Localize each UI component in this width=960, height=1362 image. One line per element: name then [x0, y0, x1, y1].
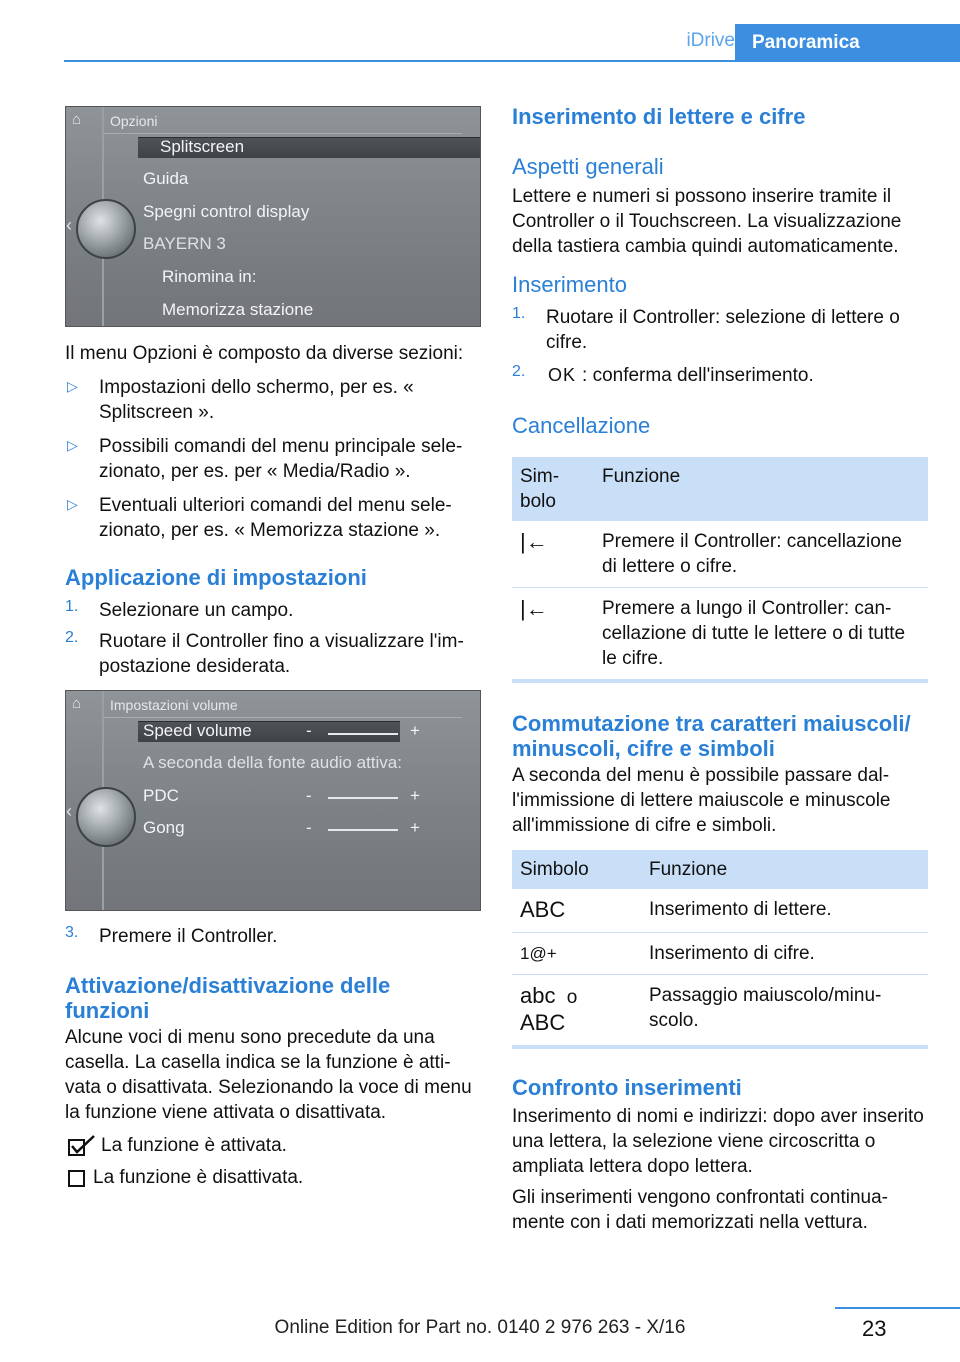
compare-heading: Confronto inserimenti — [512, 1075, 742, 1100]
list-item: ▷ Eventuali ulteriori comandi del menu selezionato, per es. « Memorizza stazione ». — [67, 495, 452, 541]
volume-row-label: PDC — [143, 786, 179, 805]
checkbox-checked-icon — [67, 1134, 97, 1158]
menu-item-rinomina: Rinomina in: — [162, 267, 257, 286]
header-rule — [64, 60, 960, 62]
checkbox-on-row: La funzione è attivata. — [65, 1133, 480, 1161]
abc-lowercase-icon: abc — [520, 983, 556, 1008]
table-row: |← Premere a lungo il Controller: cancellazione di tutte le lettere o di tutte le cifre. — [520, 596, 906, 669]
delete-heading: Cancellazione — [512, 413, 651, 438]
table-row: |← Premere il Controller: cancellazione di lettere o cifre. — [512, 521, 928, 588]
home-icon: ⌂ — [72, 695, 82, 712]
compare-text-2: Gli inserimenti vengono confrontati continuamente con i dati memorizzati nella vettura. — [512, 1187, 888, 1233]
input-main-heading: Inserimento di lettere e cifre — [512, 104, 806, 129]
page-number: 23 — [862, 1316, 887, 1341]
volume-slider — [328, 733, 398, 735]
volume-plus: + — [410, 786, 420, 805]
screen-title: Impostazioni volume — [110, 697, 238, 713]
apply-heading: Applicazione di impostazioni — [65, 565, 367, 590]
input-heading: Inserimento — [512, 272, 627, 297]
volume-slider — [328, 829, 398, 831]
chevron-left-icon: ‹ — [66, 801, 72, 821]
step-item: 2. OK : conferma dell'inserimento. — [512, 363, 814, 386]
switch-table — [512, 850, 928, 1045]
table-row: 1@+ Inserimento di cifre. — [512, 933, 928, 975]
toggle-heading: Attivazione/disattivazione delle funzioni — [65, 973, 391, 1023]
menu-item-guida: Guida — [143, 169, 189, 188]
step-item: 2. Ruotare il Controller fino a visualizzare l'impostazione desiderata. — [65, 629, 464, 677]
volume-plus: + — [410, 818, 420, 837]
abc-uppercase-icon: ABC — [520, 897, 566, 922]
chevron-left-icon: ‹ — [66, 215, 72, 235]
checkbox-empty-icon — [67, 1169, 87, 1189]
edition-footer: Online Edition for Part no. 0140 2 976 263 - X/16 — [274, 1317, 686, 1338]
screen-title: Opzioni — [110, 113, 158, 129]
options-screenshot — [65, 106, 481, 327]
controller-knob-icon — [76, 787, 136, 847]
home-icon: ⌂ — [72, 111, 82, 128]
menu-item-station: BAYERN 3 — [143, 234, 226, 253]
menu-item-splitscreen: Splitscreen — [160, 137, 245, 156]
delete-table — [512, 457, 928, 679]
step-item: 3. Premere il Controller. — [65, 924, 278, 947]
volume-slider — [328, 797, 398, 799]
page-number-rule — [835, 1307, 960, 1309]
volume-row-label: A seconda della fonte audio attiva: — [143, 753, 402, 772]
general-text: Lettere e numeri si possono inserire tramite il Controller o il Touchscreen. La visualizzazione della tastiera cambia quindi automaticamente. — [512, 186, 902, 257]
abc-uppercase-icon: ABC — [520, 1010, 566, 1035]
checkbox-off-row: La funzione è disattivata. — [65, 1165, 480, 1193]
volume-row-label: Speed volume — [143, 721, 252, 740]
header-chapter-tab: Panoramica — [735, 24, 960, 62]
switch-text: A seconda del menu è possibile passare dall'immissione di lettere maiuscole e minuscole all'immissione di cifre e simboli. — [512, 765, 891, 836]
compare-text-1: Inserimento di nomi e indirizzi: dopo aver inserito una lettera, la selezione viene circoscritta o ampliata lettera dopo lettera. — [512, 1106, 924, 1177]
header-section: iDrive — [686, 30, 735, 51]
menu-item-spegni: Spegni control display — [143, 202, 310, 221]
volume-minus: - — [306, 721, 312, 740]
menu-item-memorizza: Memorizza stazione — [162, 300, 314, 319]
volume-plus: + — [410, 721, 420, 740]
table-row: abc o ABC Passaggio maiuscolo/minuscolo. — [520, 983, 882, 1035]
list-item: ▷ Possibili comandi del menu principale selezionato, per es. per « Media/Radio ». — [67, 436, 463, 482]
volume-minus: - — [306, 818, 312, 837]
table-row: ABC Inserimento di lettere. — [512, 889, 928, 933]
volume-screenshot — [65, 690, 481, 911]
digits-symbols-icon: 1@+ — [520, 944, 557, 963]
switch-heading: Commutazione tra caratteri maiuscoli/ minuscoli, cifre e simboli — [512, 711, 911, 761]
toggle-text: Alcune voci di menu sono precedute da una casella. La casella indica se la funzione è attivata o disattivata. Selezionando la voce di menu la funzione viene attivata o disattivata. — [65, 1027, 472, 1123]
volume-minus: - — [306, 786, 312, 805]
table-header-row: Simbolo Funzione — [512, 457, 928, 521]
table-header-row: Simbolo Funzione — [512, 850, 928, 889]
step-item: 1. Ruotare il Controller: selezione di lettere o cifre. — [512, 305, 900, 353]
controller-knob-icon — [76, 199, 136, 259]
options-intro: Il menu Opzioni è composto da diverse sezioni: — [65, 343, 464, 364]
general-heading: Aspetti generali — [512, 154, 664, 179]
step-item: 1. Selezionare un campo. — [65, 598, 294, 621]
list-item: ▷ Impostazioni dello schermo, per es. « Splitscreen ». — [67, 377, 414, 423]
backspace-icon: |← — [520, 596, 548, 621]
volume-row-label: Gong — [143, 818, 185, 837]
backspace-icon: |← — [520, 529, 548, 554]
ok-icon: OK — [548, 365, 577, 385]
